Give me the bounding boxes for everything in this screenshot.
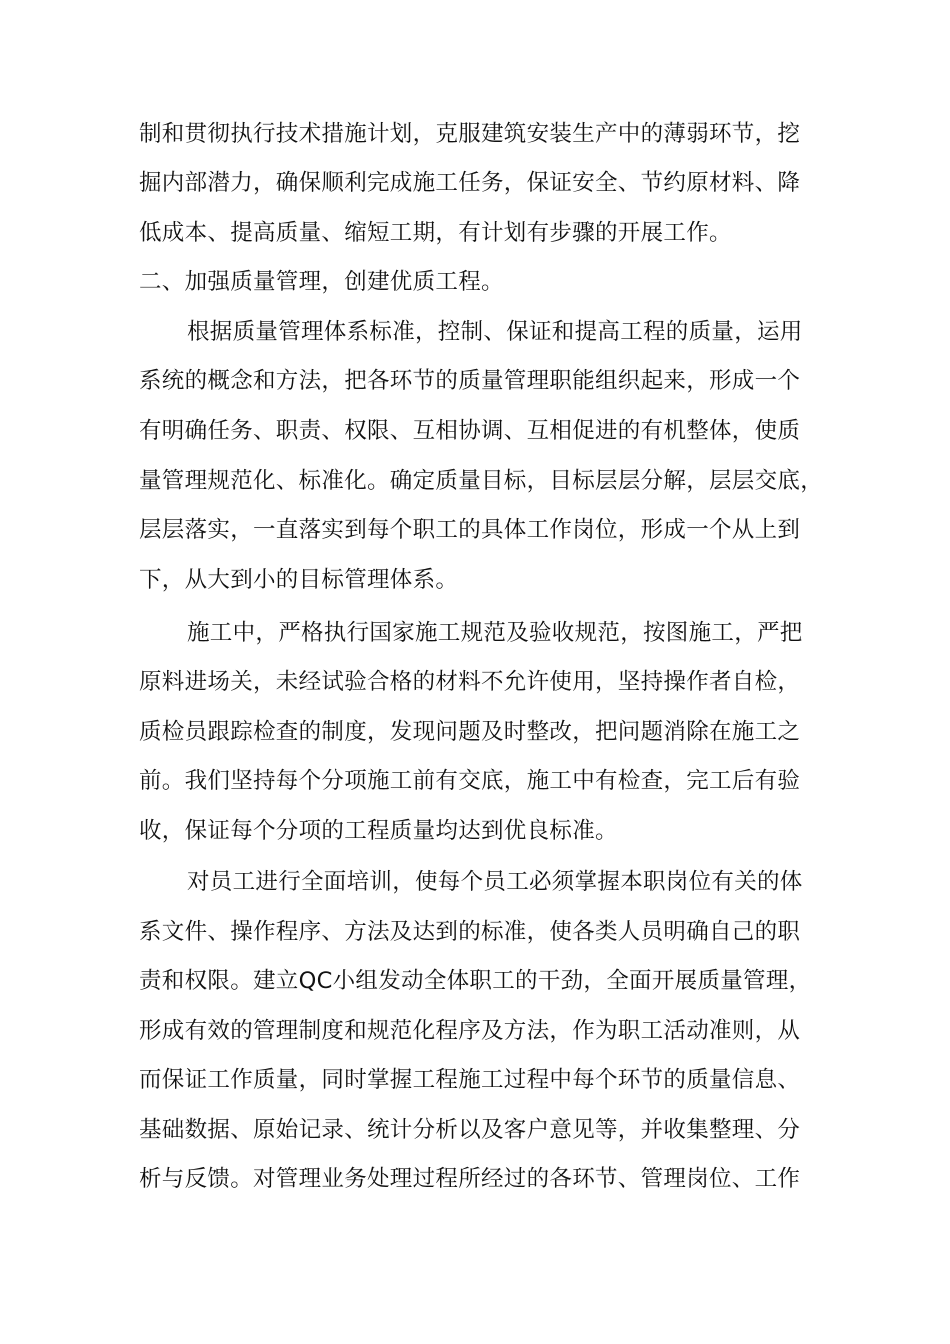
paragraph-first-line: 根据质量管理体系标准，控制、保证和提高工程的质量，运用 (187, 319, 803, 345)
text-line: 量管理规范化、标准化。确定质量目标，目标层层分解，层层交底， (139, 468, 824, 494)
section-heading: 二、加强质量管理，创建优质工程。 (139, 269, 504, 295)
text-line: 系文件、操作程序、方法及达到的标准，使各类人员明确自己的职 (139, 919, 801, 945)
text-line: 层层落实，一直落实到每个职工的具体工作岗位，形成一个从上到 (139, 517, 801, 543)
text-line: 而保证工作质量，同时掌握工程施工过程中每个环节的质量信息、 (139, 1067, 801, 1093)
text-line: 前。我们坚持每个分项施工前有交底，施工中有检查，完工后有验 (139, 768, 801, 794)
text-line: 原料进场关，未经试验合格的材料不允许使用，坚持操作者自检， (139, 669, 801, 695)
text-line: 系统的概念和方法，把各环节的质量管理职能组织起来，形成一个 (139, 368, 801, 394)
text-line: 掘内部潜力，确保顺利完成施工任务，保证安全、节约原材料、降 (139, 170, 801, 196)
text-line: 责和权限。建立QC小组发动全体职工的干劲，全面开展质量管理， (139, 968, 812, 994)
paragraph-first-line: 施工中，严格执行国家施工规范及验收规范，按图施工，严把 (187, 620, 803, 646)
text-line: 质检员跟踪检查的制度，发现问题及时整改，把问题消除在施工之 (139, 719, 801, 745)
text-line: 形成有效的管理制度和规范化程序及方法，作为职工活动准则，从 (139, 1018, 801, 1044)
paragraph-first-line: 对员工进行全面培训，使每个员工必须掌握本职岗位有关的体 (187, 869, 803, 895)
text-line: 析与反馈。对管理业务处理过程所经过的各环节、管理岗位、工作 (139, 1166, 801, 1192)
text-line: 制和贯彻执行技术措施计划，克服建筑安装生产中的薄弱环节，挖 (139, 121, 801, 147)
text-line: 下，从大到小的目标管理体系。 (139, 567, 459, 593)
text-line: 低成本、提高质量、缩短工期，有计划有步骤的开展工作。 (139, 220, 732, 246)
text-line: 有明确任务、职责、权限、互相协调、互相促进的有机整体，使质 (139, 418, 801, 444)
text-line: 收，保证每个分项的工程质量均达到优良标准。 (139, 818, 618, 844)
text-line: 基础数据、原始记录、统计分析以及客户意见等，并收集整理、分 (139, 1117, 801, 1143)
